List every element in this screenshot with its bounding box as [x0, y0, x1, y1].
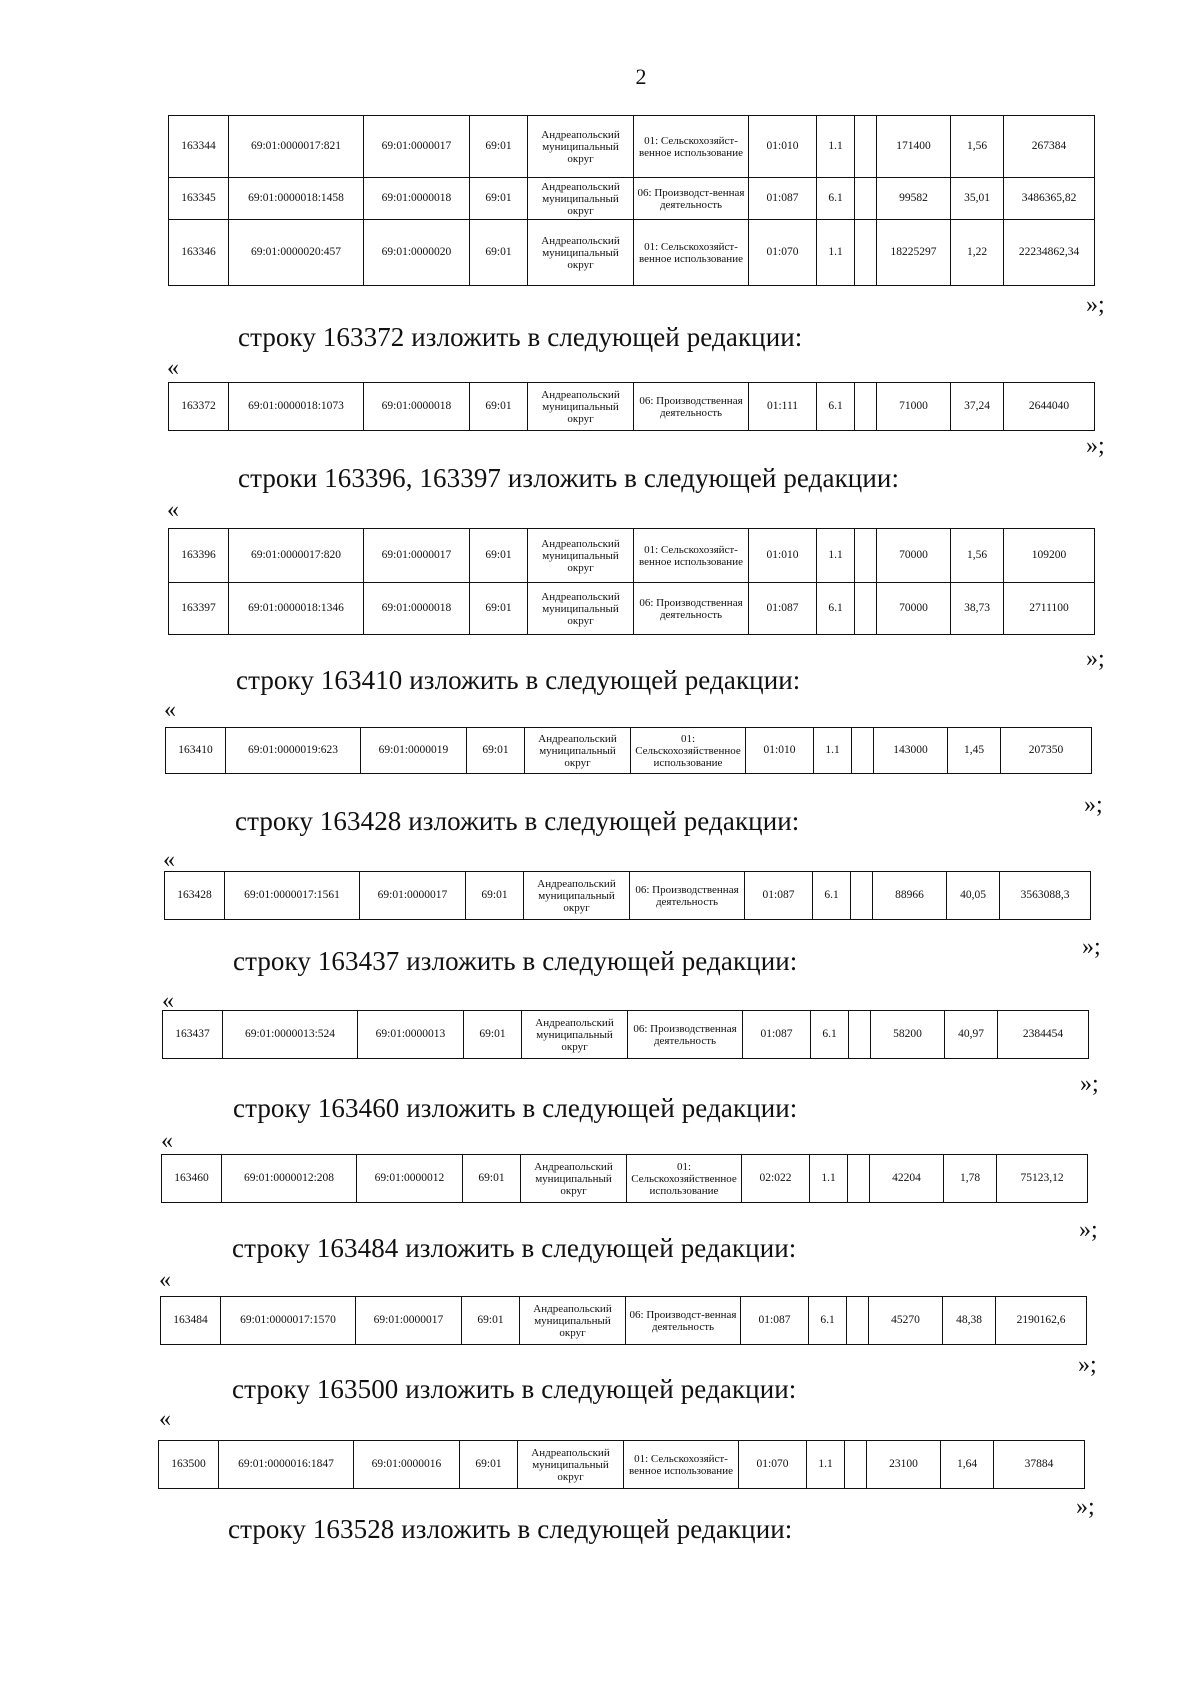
- cell-group: 1.1: [810, 1155, 848, 1203]
- cell-row-number: 163410: [166, 728, 226, 774]
- data-table: [164, 871, 1091, 920]
- cell-area: 171400: [877, 116, 951, 178]
- cell-empty: [855, 529, 877, 583]
- close-quote: »;: [1079, 1217, 1098, 1243]
- table-row: [169, 529, 1095, 583]
- cell-district-code: 69:01: [466, 872, 524, 920]
- cell-cadastral-number: 69:01:0000019:623: [226, 728, 361, 774]
- cell-cadastral-value: 2644040: [1004, 383, 1095, 431]
- cell-district-code: 69:01: [464, 1011, 522, 1059]
- cell-land-use: 01: Сельскохозяйственное использование: [627, 1155, 742, 1203]
- table-row: [159, 1441, 1085, 1489]
- open-quote: «: [159, 1406, 171, 1432]
- cell-municipality: Андреапольский муниципальный округ: [528, 220, 634, 286]
- cell-group: 6.1: [811, 1011, 849, 1059]
- open-quote: «: [167, 497, 179, 523]
- cell-district-code: 69:01: [470, 220, 528, 286]
- cell-rate: 35,01: [951, 178, 1004, 220]
- cell-rate: 48,38: [943, 1297, 996, 1345]
- cell-rate: 1,64: [941, 1441, 994, 1489]
- cell-rate: 38,73: [951, 583, 1004, 635]
- cell-district-code: 69:01: [470, 116, 528, 178]
- section-heading: строку 163372 изложить в следующей редакции:: [238, 322, 803, 352]
- cell-district-code: 69:01: [470, 529, 528, 583]
- cell-cadastral-quarter: 69:01:0000012: [357, 1155, 463, 1203]
- cell-area: 70000: [877, 583, 951, 635]
- cell-empty: [855, 383, 877, 431]
- data-table: [161, 1154, 1088, 1203]
- cell-land-use: 01: Сельскохозяйственное использование: [631, 728, 746, 774]
- cell-group: 1.1: [807, 1441, 845, 1489]
- section-heading: строку 163484 изложить в следующей редакции:: [232, 1233, 797, 1263]
- cell-district-code: 69:01: [470, 583, 528, 635]
- cell-municipality: Андреапольский муниципальный округ: [525, 728, 631, 774]
- cell-cadastral-value: 22234862,34: [1004, 220, 1095, 286]
- cell-code: 01:087: [741, 1297, 809, 1345]
- cell-cadastral-value: 3563088,3: [1000, 872, 1091, 920]
- cell-row-number: 163484: [161, 1297, 221, 1345]
- cell-cadastral-value: 109200: [1004, 529, 1095, 583]
- cell-district-code: 69:01: [460, 1441, 518, 1489]
- cell-land-use: 01: Сельскохозяйст-венное использование: [624, 1441, 739, 1489]
- cell-code: 01:010: [746, 728, 814, 774]
- cell-cadastral-quarter: 69:01:0000013: [358, 1011, 464, 1059]
- cell-rate: 40,05: [947, 872, 1000, 920]
- cell-code: 01:070: [739, 1441, 807, 1489]
- section-heading: строку 163528 изложить в следующей редакции:: [228, 1514, 793, 1544]
- section-heading: строку 163410 изложить в следующей редакции:: [236, 665, 801, 695]
- cell-municipality: Андреапольский муниципальный округ: [528, 178, 634, 220]
- cell-code: 01:087: [743, 1011, 811, 1059]
- cell-cadastral-number: 69:01:0000018:1346: [229, 583, 364, 635]
- table-row: [169, 178, 1095, 220]
- cell-district-code: 69:01: [467, 728, 525, 774]
- cell-row-number: 163397: [169, 583, 229, 635]
- table-row: [161, 1297, 1087, 1345]
- cell-area: 70000: [877, 529, 951, 583]
- cell-code: 01:087: [745, 872, 813, 920]
- cell-cadastral-value: 37884: [994, 1441, 1085, 1489]
- data-table: [168, 528, 1095, 635]
- cell-cadastral-quarter: 69:01:0000018: [364, 583, 470, 635]
- cell-row-number: 163372: [169, 383, 229, 431]
- cell-row-number: 163460: [162, 1155, 222, 1203]
- cell-area: 58200: [871, 1011, 945, 1059]
- page-number: 2: [635, 64, 647, 89]
- cell-cadastral-value: 207350: [1001, 728, 1092, 774]
- cell-empty: [845, 1441, 867, 1489]
- cell-row-number: 163437: [163, 1011, 223, 1059]
- cell-land-use: 01: Сельскохозяйст-венное использование: [634, 116, 749, 178]
- table-row: [162, 1155, 1088, 1203]
- close-quote: »;: [1080, 1071, 1099, 1097]
- cell-cadastral-value: 267384: [1004, 116, 1095, 178]
- cell-land-use: 01: Сельскохозяйст-венное использование: [634, 529, 749, 583]
- cell-cadastral-quarter: 69:01:0000017: [356, 1297, 462, 1345]
- cell-cadastral-number: 69:01:0000013:524: [223, 1011, 358, 1059]
- cell-empty: [852, 728, 874, 774]
- cell-group: 1.1: [814, 728, 852, 774]
- cell-cadastral-quarter: 69:01:0000019: [361, 728, 467, 774]
- cell-municipality: Андреапольский муниципальный округ: [528, 116, 634, 178]
- cell-group: 1.1: [817, 529, 855, 583]
- cell-district-code: 69:01: [470, 178, 528, 220]
- section-heading: строку 163500 изложить в следующей редакции:: [232, 1374, 797, 1404]
- cell-empty: [855, 583, 877, 635]
- close-quote: »;: [1084, 792, 1103, 818]
- data-table: [168, 115, 1095, 286]
- cell-group: 6.1: [817, 178, 855, 220]
- cell-land-use: 06: Производственная деятельность: [630, 872, 745, 920]
- cell-cadastral-value: 75123,12: [997, 1155, 1088, 1203]
- close-quote: »;: [1078, 1352, 1097, 1378]
- cell-area: 71000: [877, 383, 951, 431]
- cell-cadastral-number: 69:01:0000012:208: [222, 1155, 357, 1203]
- table-row: [166, 728, 1092, 774]
- cell-cadastral-quarter: 69:01:0000017: [364, 529, 470, 583]
- cell-land-use: 01: Сельскохозяйст-венное использование: [634, 220, 749, 286]
- cell-district-code: 69:01: [470, 383, 528, 431]
- cell-empty: [849, 1011, 871, 1059]
- cell-group: 1.1: [817, 220, 855, 286]
- cell-group: 6.1: [813, 872, 851, 920]
- cell-area: 88966: [873, 872, 947, 920]
- cell-row-number: 163346: [169, 220, 229, 286]
- cell-cadastral-number: 69:01:0000018:1073: [229, 383, 364, 431]
- table-row: [163, 1011, 1089, 1059]
- cell-empty: [855, 220, 877, 286]
- section-heading: строку 163460 изложить в следующей редакции:: [233, 1093, 798, 1123]
- open-quote: «: [167, 355, 179, 381]
- cell-cadastral-value: 2711100: [1004, 583, 1095, 635]
- cell-cadastral-value: 3486365,82: [1004, 178, 1095, 220]
- cell-code: 01:070: [749, 220, 817, 286]
- cell-municipality: Андреапольский муниципальный округ: [528, 529, 634, 583]
- cell-empty: [851, 872, 873, 920]
- cell-municipality: Андреапольский муниципальный округ: [518, 1441, 624, 1489]
- cell-municipality: Андреапольский муниципальный округ: [520, 1297, 626, 1345]
- cell-empty: [855, 178, 877, 220]
- cell-cadastral-number: 69:01:0000018:1458: [229, 178, 364, 220]
- cell-rate: 1,22: [951, 220, 1004, 286]
- cell-cadastral-quarter: 69:01:0000020: [364, 220, 470, 286]
- cell-cadastral-value: 2190162,6: [996, 1297, 1087, 1345]
- cell-cadastral-quarter: 69:01:0000018: [364, 178, 470, 220]
- open-quote: «: [161, 1128, 173, 1154]
- cell-code: 02:022: [742, 1155, 810, 1203]
- cell-code: 01:087: [749, 583, 817, 635]
- cell-code: 01:087: [749, 178, 817, 220]
- section-heading: строку 163428 изложить в следующей редакции:: [235, 806, 800, 836]
- cell-cadastral-quarter: 69:01:0000017: [364, 116, 470, 178]
- cell-land-use: 06: Производст-венная деятельность: [634, 178, 749, 220]
- cell-empty: [848, 1155, 870, 1203]
- cell-district-code: 69:01: [463, 1155, 521, 1203]
- cell-municipality: Андреапольский муниципальный округ: [522, 1011, 628, 1059]
- cell-district-code: 69:01: [462, 1297, 520, 1345]
- open-quote: «: [162, 988, 174, 1014]
- cell-empty: [855, 116, 877, 178]
- cell-land-use: 06: Производственная деятельность: [634, 583, 749, 635]
- open-quote: «: [159, 1267, 171, 1293]
- cell-row-number: 163344: [169, 116, 229, 178]
- cell-area: 42204: [870, 1155, 944, 1203]
- cell-cadastral-number: 69:01:0000017:821: [229, 116, 364, 178]
- cell-group: 1.1: [817, 116, 855, 178]
- cell-rate: 37,24: [951, 383, 1004, 431]
- cell-area: 45270: [869, 1297, 943, 1345]
- open-quote: «: [164, 697, 176, 723]
- close-quote: »;: [1086, 292, 1105, 318]
- data-table: [162, 1010, 1089, 1059]
- cell-row-number: 163396: [169, 529, 229, 583]
- cell-area: 23100: [867, 1441, 941, 1489]
- cell-cadastral-number: 69:01:0000017:820: [229, 529, 364, 583]
- table-row: [169, 583, 1095, 635]
- close-quote: »;: [1082, 934, 1101, 960]
- cell-rate: 1,56: [951, 116, 1004, 178]
- cell-cadastral-quarter: 69:01:0000017: [360, 872, 466, 920]
- cell-cadastral-number: 69:01:0000017:1570: [221, 1297, 356, 1345]
- cell-municipality: Андреапольский муниципальный округ: [524, 872, 630, 920]
- table-row: [165, 872, 1091, 920]
- cell-code: 01:111: [749, 383, 817, 431]
- table-row: [169, 116, 1095, 178]
- cell-rate: 40,97: [945, 1011, 998, 1059]
- cell-land-use: 06: Производственная деятельность: [628, 1011, 743, 1059]
- cell-cadastral-quarter: 69:01:0000016: [354, 1441, 460, 1489]
- cell-cadastral-number: 69:01:0000017:1561: [225, 872, 360, 920]
- cell-cadastral-value: 2384454: [998, 1011, 1089, 1059]
- table-row: [169, 383, 1095, 431]
- cell-cadastral-quarter: 69:01:0000018: [364, 383, 470, 431]
- cell-rate: 1,56: [951, 529, 1004, 583]
- data-table: [158, 1440, 1085, 1489]
- data-table: [165, 727, 1092, 774]
- open-quote: «: [163, 847, 175, 873]
- cell-code: 01:010: [749, 529, 817, 583]
- cell-municipality: Андреапольский муниципальный округ: [521, 1155, 627, 1203]
- data-table: [168, 382, 1095, 431]
- cell-row-number: 163345: [169, 178, 229, 220]
- close-quote: »;: [1076, 1494, 1095, 1520]
- cell-municipality: Андреапольский муниципальный округ: [528, 583, 634, 635]
- table-row: [169, 220, 1095, 286]
- cell-area: 143000: [874, 728, 948, 774]
- cell-rate: 1,78: [944, 1155, 997, 1203]
- section-heading: строки 163396, 163397 изложить в следующей редакции:: [238, 463, 900, 493]
- cell-code: 01:010: [749, 116, 817, 178]
- cell-row-number: 163428: [165, 872, 225, 920]
- data-table: [160, 1296, 1087, 1345]
- cell-area: 99582: [877, 178, 951, 220]
- cell-land-use: 06: Производственная деятельность: [634, 383, 749, 431]
- close-quote: »;: [1086, 646, 1105, 672]
- cell-area: 18225297: [877, 220, 951, 286]
- cell-municipality: Андреапольский муниципальный округ: [528, 383, 634, 431]
- cell-empty: [847, 1297, 869, 1345]
- section-heading: строку 163437 изложить в следующей редакции:: [233, 946, 798, 976]
- cell-group: 6.1: [817, 583, 855, 635]
- cell-group: 6.1: [817, 383, 855, 431]
- cell-cadastral-number: 69:01:0000020:457: [229, 220, 364, 286]
- cell-rate: 1,45: [948, 728, 1001, 774]
- cell-land-use: 06: Производст-венная деятельность: [626, 1297, 741, 1345]
- close-quote: »;: [1086, 433, 1105, 459]
- cell-group: 6.1: [809, 1297, 847, 1345]
- cell-cadastral-number: 69:01:0000016:1847: [219, 1441, 354, 1489]
- cell-row-number: 163500: [159, 1441, 219, 1489]
